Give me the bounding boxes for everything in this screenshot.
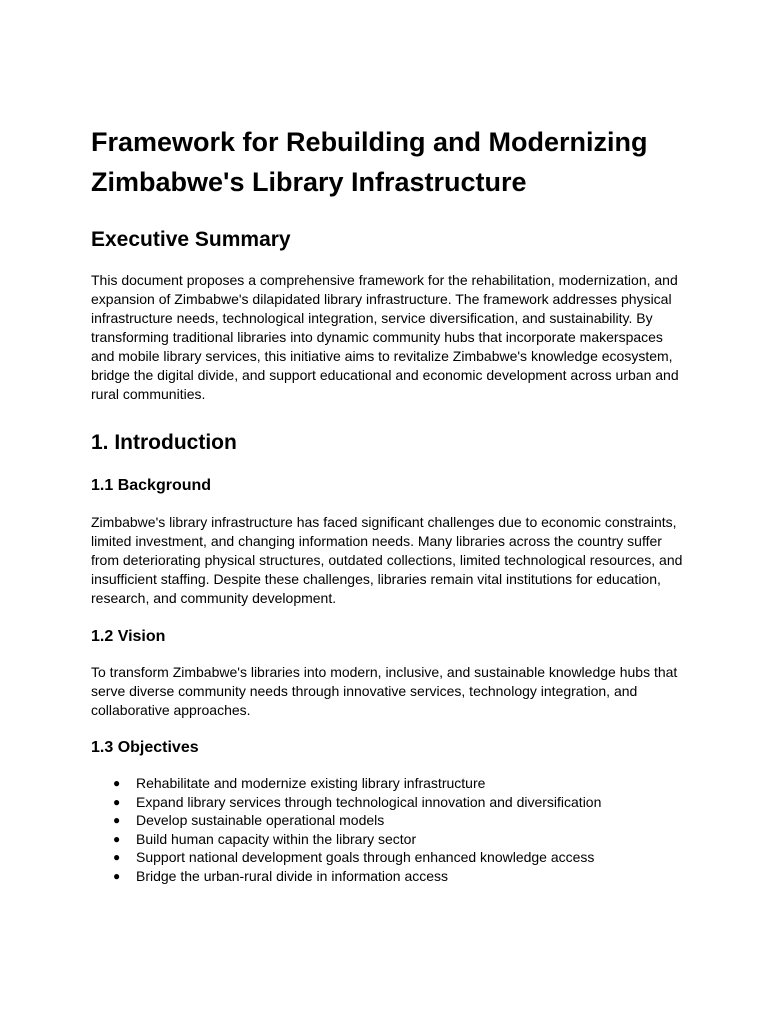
list-item-text: Bridge the urban-rural divide in information access xyxy=(136,867,449,884)
bullet-icon: ● xyxy=(113,813,121,828)
bullet-icon: ● xyxy=(113,794,121,809)
list-item xyxy=(91,774,683,793)
list-item xyxy=(91,867,683,886)
document-title: Framework for Rebuilding and Modernizing Zimbabwe's Library Infrastructure xyxy=(91,127,648,197)
list-item xyxy=(91,848,683,867)
bullet-icon: ● xyxy=(113,850,121,865)
objectives-list xyxy=(91,774,683,886)
objectives-heading: 1.3 Objectives xyxy=(91,739,199,756)
list-item-text: Build human capacity within the library sector xyxy=(136,830,417,847)
list-item-text: Expand library services through technological innovation and diversification xyxy=(136,793,602,810)
vision-heading: 1.2 Vision xyxy=(91,628,166,645)
list-item-text: Rehabilitate and modernize existing library infrastructure xyxy=(136,775,486,791)
list-item-text: Develop sustainable operational models xyxy=(136,812,385,829)
introduction-heading: 1. Introduction xyxy=(91,431,237,454)
list-item-text: Support national development goals through enhanced knowledge access xyxy=(136,849,595,866)
background-paragraph: Zimbabwe's library infrastructure has faced significant challenges due to economic constraints, limited investment, and changing information needs. Many libraries across the country suffer from deteriorating physical structures, outdated collections, limited technological resources, and insufficient staffing. Despite these challenges, libraries remain vital institutions for education, research, and community development. xyxy=(91,514,683,606)
bullet-icon: ● xyxy=(113,776,121,790)
document-page xyxy=(91,122,683,886)
executive-summary-paragraph: This document proposes a comprehensive framework for the rehabilitation, modernization, and expansion of Zimbabwe's dilapidated library infrastructure. The framework addresses physical infrastructure needs, technological integration, service diversification, and sustainability. By transforming traditional libraries into dynamic community hubs that incorporate makerspaces and mobile library services, this initiative aims to revitalize Zimbabwe's knowledge ecosystem, bridge the digital divide, and support educational and economic development across urban and rural communities. xyxy=(91,272,679,402)
background-heading: 1.1 Background xyxy=(91,477,212,494)
bullet-icon: ● xyxy=(113,868,121,883)
list-item xyxy=(91,830,683,849)
bullet-icon: ● xyxy=(113,831,121,846)
vision-paragraph: To transform Zimbabwe's libraries into modern, inclusive, and sustainable knowledge hubs that serve diverse community needs through innovative services, technology integration, and collaborative approaches. xyxy=(91,664,678,718)
list-item xyxy=(91,811,683,830)
executive-summary-heading: Executive Summary xyxy=(91,228,291,251)
list-item xyxy=(91,793,683,812)
